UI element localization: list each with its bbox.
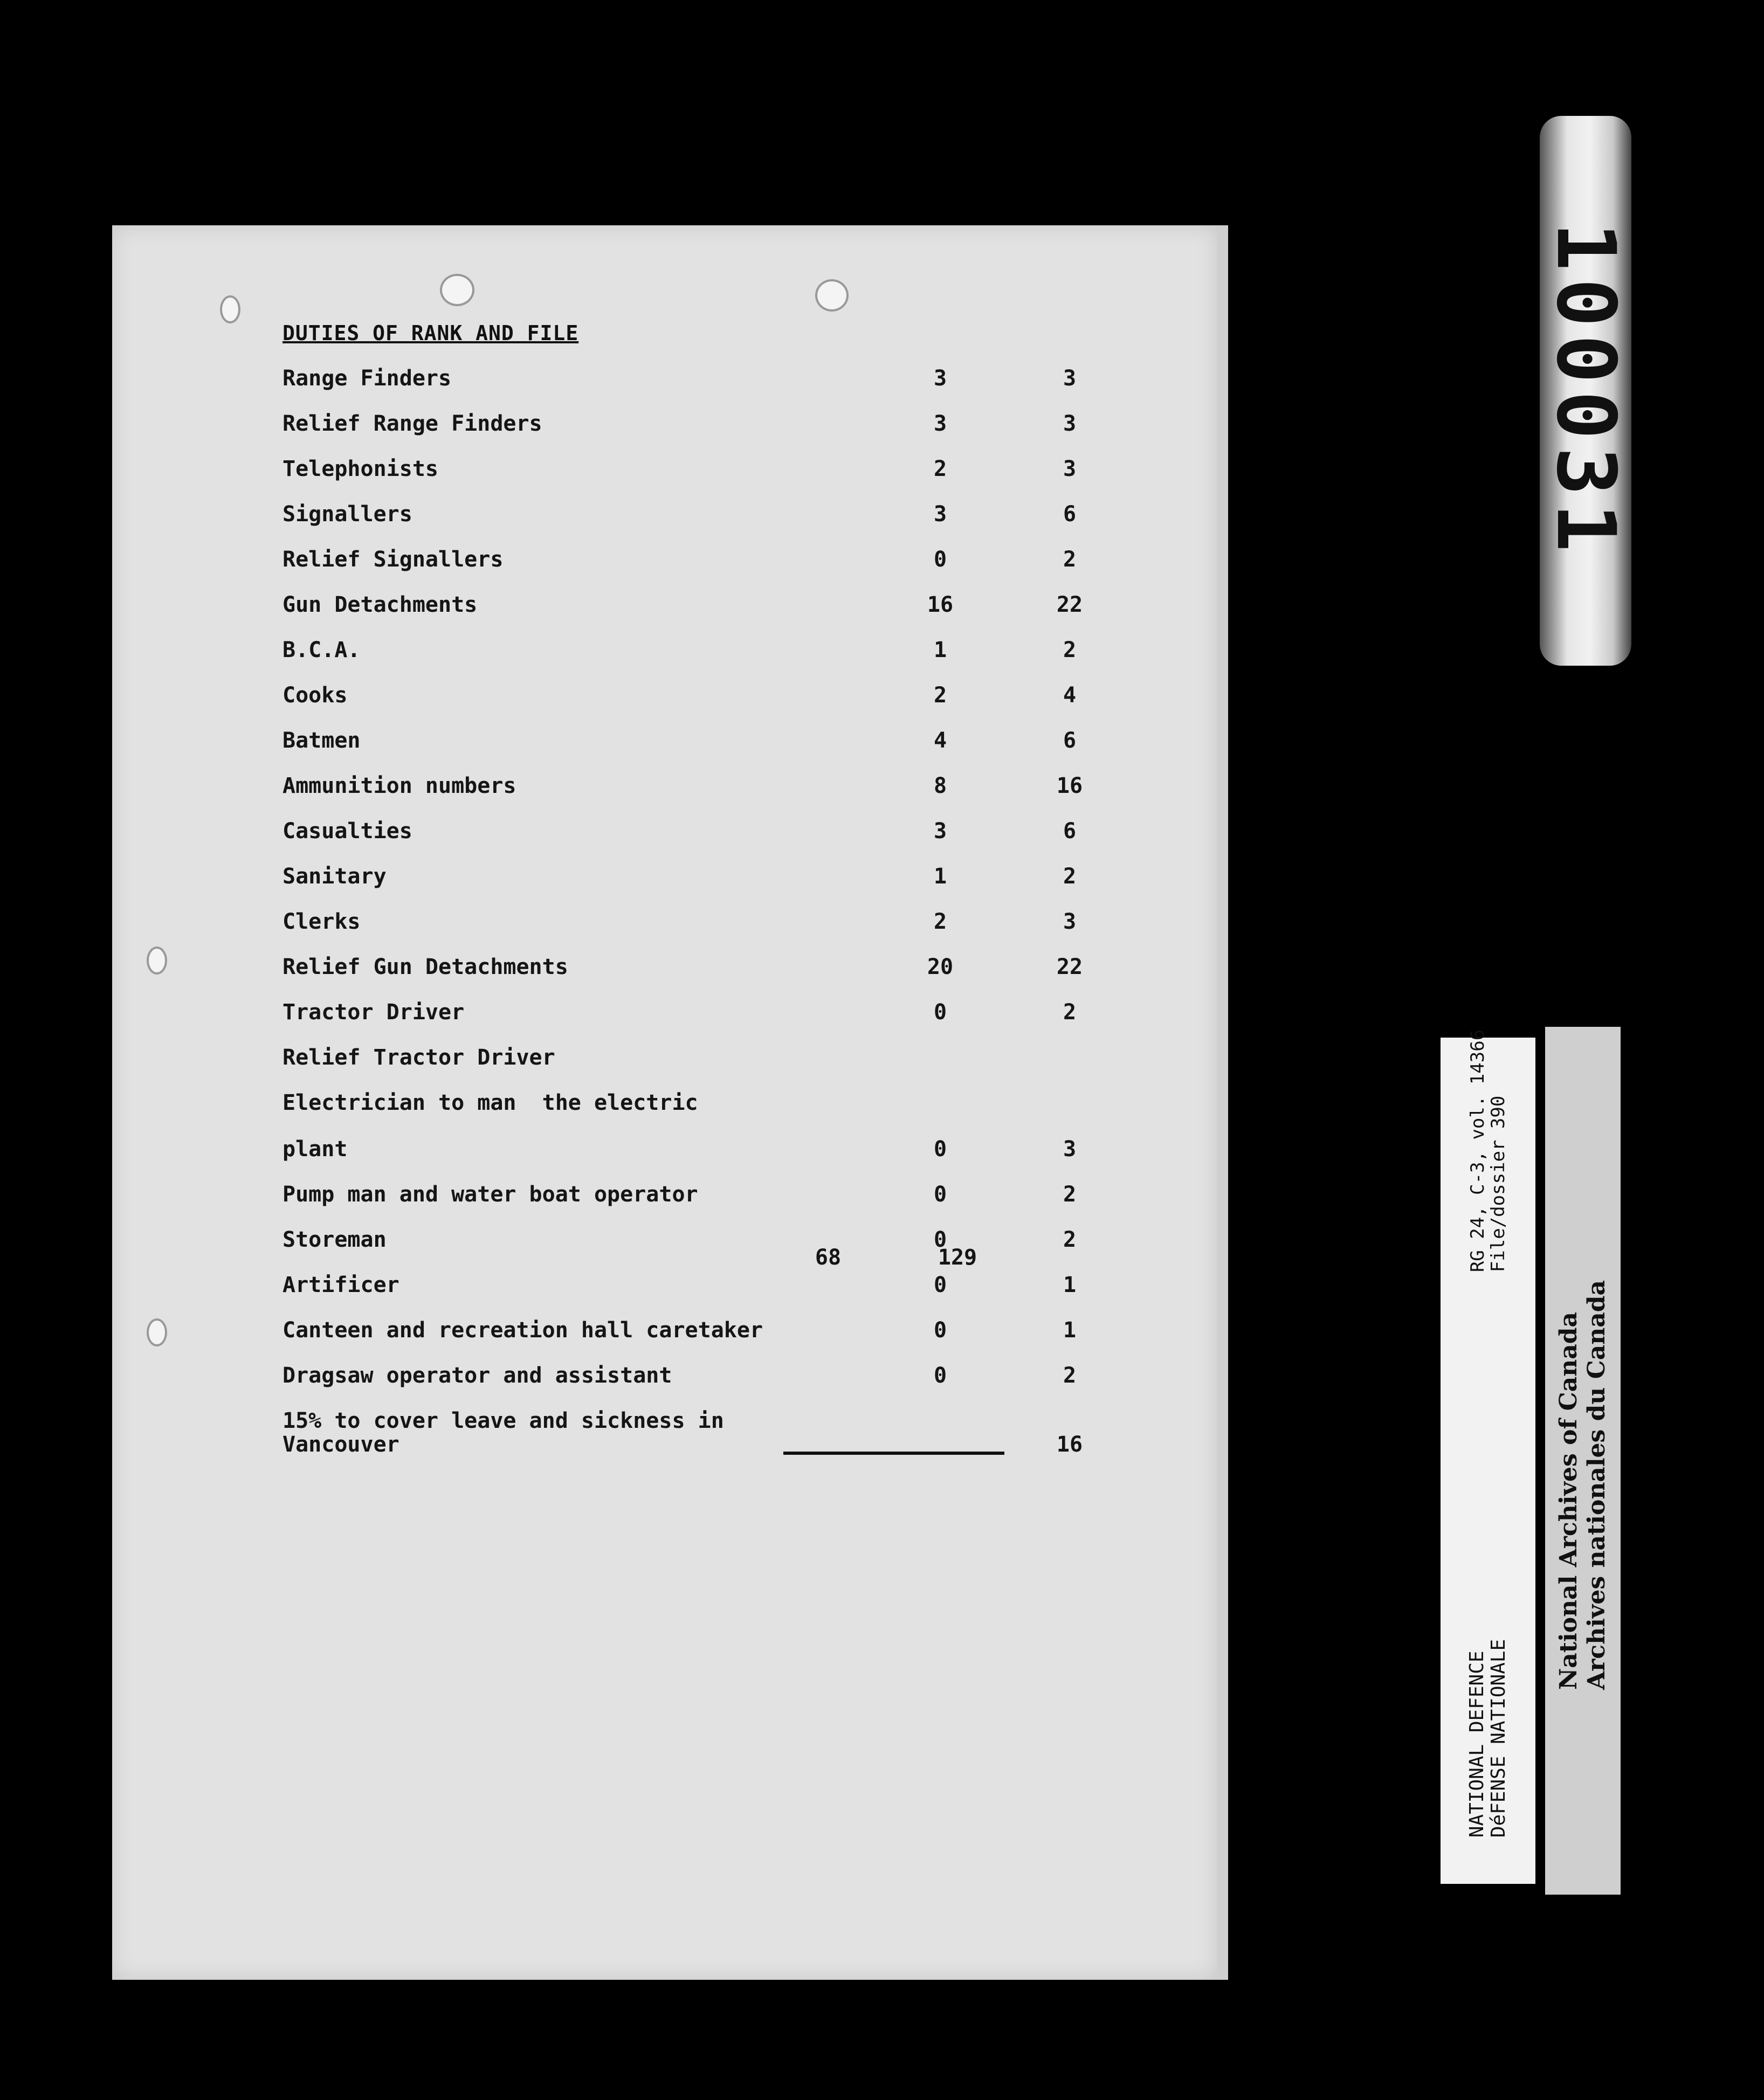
table-row: [282, 548, 1124, 580]
punch-hole: [147, 947, 167, 975]
count-a: 2: [933, 909, 947, 934]
count-b: 6: [1063, 819, 1077, 844]
count-b: 16: [1056, 1432, 1083, 1457]
table-row: [282, 865, 1124, 897]
count-a: 2: [933, 457, 947, 481]
total-b: 129: [938, 1245, 977, 1270]
table-row: [282, 1408, 1124, 1457]
sum-rule: [783, 1452, 1004, 1455]
table-row: [282, 1000, 1124, 1033]
table-row: [282, 1046, 1124, 1078]
duty-label: Relief Tractor Driver: [282, 1045, 555, 1070]
archives-line-2: Archives nationales du Canada: [1583, 1280, 1610, 1690]
total-a: 68: [815, 1245, 842, 1270]
department-line-1: NATIONAL DEFENCE: [1466, 1650, 1488, 1838]
duty-label: 15% to cover leave and sickness in Vancouver: [282, 1408, 724, 1457]
count-a: 4: [933, 728, 947, 753]
count-b: 22: [1056, 955, 1083, 979]
table-row: [282, 367, 1124, 399]
count-a: 3: [933, 366, 947, 391]
duty-label: Gun Detachments: [282, 592, 478, 617]
duty-label: Sanitary: [282, 864, 387, 889]
duty-label: Casualties: [282, 819, 412, 844]
count-a: 16: [927, 592, 954, 617]
duty-label: Range Finders: [282, 366, 452, 391]
reference-line-1: RG 24, C-3, vol. 14366: [1467, 1029, 1489, 1273]
table-row: [282, 1273, 1124, 1305]
count-b: 3: [1063, 366, 1077, 391]
archive-reference: [1467, 1030, 1508, 1272]
punch-hole: [220, 295, 240, 323]
duty-label: Relief Range Finders: [282, 411, 542, 436]
count-a: 0: [933, 1273, 947, 1297]
table-row: [282, 1183, 1124, 1215]
count-a: 0: [933, 547, 947, 572]
count-b: 2: [1063, 547, 1077, 572]
table-row: [282, 819, 1124, 852]
duty-label: B.C.A.: [282, 638, 361, 662]
count-b: 1: [1063, 1273, 1077, 1297]
duty-label: Storeman: [282, 1227, 387, 1252]
duty-label: Canteen and recreation hall caretaker: [282, 1318, 763, 1343]
reference-line-2: File/dossier 390: [1487, 1095, 1509, 1273]
count-a: 0: [933, 1227, 947, 1252]
count-b: 2: [1063, 1363, 1077, 1388]
count-a: 1: [933, 864, 947, 889]
duty-label: plant: [282, 1137, 348, 1162]
count-a: 2: [933, 683, 947, 708]
duty-label: Relief Signallers: [282, 547, 504, 572]
duty-label: Pump man and water boat operator: [282, 1182, 698, 1207]
duty-label: Ammunition numbers: [282, 773, 516, 798]
count-a: 20: [927, 955, 954, 979]
duty-label: Telephonists: [282, 457, 438, 481]
table-row: [282, 774, 1124, 806]
archives-label: [1545, 1027, 1621, 1895]
department-line-2: DéFENSE NATIONALE: [1487, 1639, 1510, 1838]
count-a: 8: [933, 773, 947, 798]
department-name: [1466, 1639, 1510, 1838]
table-row: [282, 683, 1124, 716]
count-b: 3: [1063, 457, 1077, 481]
count-b: 4: [1063, 683, 1077, 708]
count-b: 2: [1063, 1182, 1077, 1207]
count-a: 1: [933, 638, 947, 662]
duty-label: Tractor Driver: [282, 1000, 465, 1025]
table-row: [282, 1318, 1124, 1351]
table-row: [282, 910, 1124, 942]
count-a: 0: [933, 1318, 947, 1343]
table-row: [282, 638, 1124, 671]
count-a: 3: [933, 819, 947, 844]
count-b: 6: [1063, 502, 1077, 527]
table-row: [282, 502, 1124, 535]
punch-hole: [440, 274, 474, 306]
count-a: 0: [933, 1182, 947, 1207]
count-b: 1: [1063, 1318, 1077, 1343]
table-row: [282, 1091, 1124, 1123]
count-b: 2: [1063, 1227, 1077, 1252]
count-a: 3: [933, 502, 947, 527]
table-row: [282, 729, 1124, 761]
duty-label: Signallers: [282, 502, 412, 527]
count-b: 16: [1056, 773, 1083, 798]
count-b: 3: [1063, 411, 1077, 436]
count-b: 3: [1063, 1137, 1077, 1162]
duty-label: Electrician to man the electric: [282, 1090, 698, 1115]
table-row: [282, 593, 1124, 625]
punch-hole: [815, 279, 849, 312]
duty-label: Batmen: [282, 728, 361, 753]
frame-number: 100031: [1539, 222, 1632, 559]
archives-name: [1555, 1280, 1611, 1690]
archive-reference-label: [1441, 1029, 1535, 1884]
duty-label: Relief Gun Detachments: [282, 955, 568, 979]
duty-label: Dragsaw operator and assistant: [282, 1363, 672, 1388]
microfilm-frame-number-strip: [1540, 116, 1631, 666]
count-b: 2: [1063, 864, 1077, 889]
document-page: [112, 225, 1228, 1980]
table-row: [282, 412, 1124, 444]
count-a: 3: [933, 411, 947, 436]
table-row: [282, 1137, 1124, 1170]
count-a: 0: [933, 1363, 947, 1388]
document-title: DUTIES OF RANK AND FILE: [282, 321, 579, 345]
count-a: 0: [933, 1000, 947, 1025]
table-row: [282, 457, 1124, 489]
count-b: 2: [1063, 1000, 1077, 1025]
punch-hole: [147, 1318, 167, 1346]
totals-row: [780, 1245, 1028, 1272]
count-b: 22: [1056, 592, 1083, 617]
count-b: 3: [1063, 909, 1077, 934]
table-row: [282, 1364, 1124, 1396]
duty-label: Clerks: [282, 909, 361, 934]
count-b: 2: [1063, 638, 1077, 662]
count-a: 0: [933, 1137, 947, 1162]
count-b: 6: [1063, 728, 1077, 753]
duty-label: Cooks: [282, 683, 348, 708]
duty-label: Artificer: [282, 1273, 399, 1297]
archives-line-1: National Archives of Canada: [1555, 1312, 1582, 1690]
table-row: [282, 955, 1124, 987]
